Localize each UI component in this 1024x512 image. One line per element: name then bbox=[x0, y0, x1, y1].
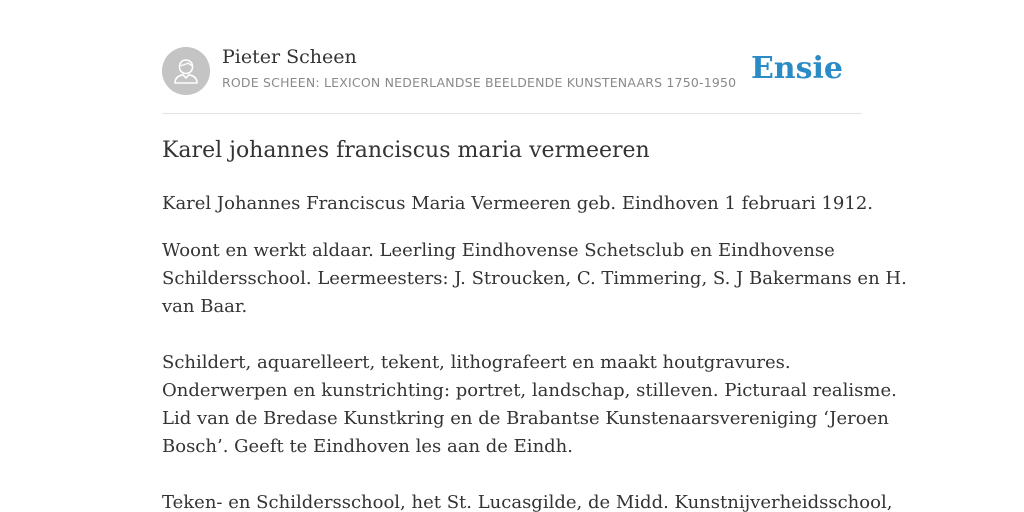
header-divider bbox=[162, 113, 862, 114]
paragraph-line: Onderwerpen en kunstrichting: portret, landschap, stilleven. Picturaal realisme. bbox=[162, 380, 897, 401]
paragraph-line: van Baar. bbox=[162, 296, 248, 317]
paragraph-line: Schildersschool. Leermeesters: J. Stroucken, C. Timmering, S. J Bakermans en H. bbox=[162, 268, 907, 289]
article-body bbox=[162, 190, 907, 512]
paragraph-spacer bbox=[162, 218, 862, 237]
paragraph-line: Teken- en Schildersschool, het St. Lucasgilde, de Midd. Kunstnijverheidsschool, bbox=[162, 492, 893, 512]
paragraph-spacer bbox=[162, 321, 862, 349]
paragraph-line: Woont en werkt aldaar. Leerling Eindhovense Schetsclub en Eindhovense bbox=[162, 240, 835, 261]
article-header bbox=[162, 46, 862, 96]
paragraph-line: Bosch’. Geeft te Eindhoven les aan de Eindh. bbox=[162, 436, 573, 457]
source-title[interactable]: RODE SCHEEN: LEXICON NEDERLANDSE BEELDENDE KUNSTENAARS 1750-1950 bbox=[222, 75, 737, 90]
ensie-logo[interactable]: Ensie bbox=[750, 51, 843, 86]
paragraph-birth: Karel Johannes Franciscus Maria Vermeeren geb. Eindhoven 1 februari 1912. bbox=[162, 193, 874, 214]
paragraph-line: Lid van de Bredase Kunstkring en de Brabantse Kunstenaarsvereniging ‘Jeroen bbox=[162, 408, 889, 429]
paragraph-line: Schildert, aquarelleert, tekent, lithografeert en maakt houtgravures. bbox=[162, 352, 791, 373]
paragraph-spacer bbox=[162, 461, 862, 489]
author-name[interactable]: Pieter Scheen bbox=[222, 46, 357, 68]
user-icon[interactable] bbox=[162, 47, 210, 95]
page-title: Karel johannes franciscus maria vermeeren bbox=[162, 138, 650, 163]
